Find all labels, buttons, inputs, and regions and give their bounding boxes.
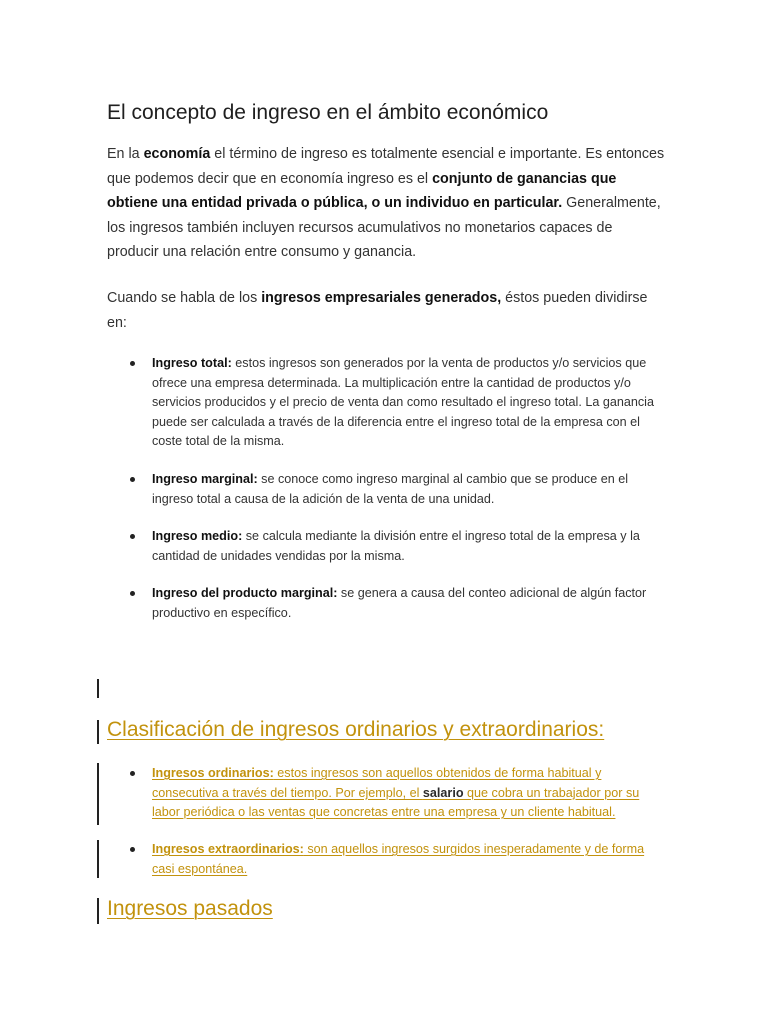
list-item-desc: estos ingresos son generados por la venta de productos y/o servicios que ofrece una empresa determinada. La multiplicación entre la cantidad de productos y/o servicios producidos y el precio de venta dan como resultado el ingreso total. La ganancia puede ser calculada a través de la diferencia entre el ingreso total de la empresa con el coste total de la misma. xyxy=(152,356,654,448)
list-item-desc: estos ingresos son aquellos obtenidos de forma habitual y consecutiva a través del tiempo. Por ejemplo, el xyxy=(152,766,602,800)
p1-text-2: el término de ingreso es totalmente esencial e importante. Es entonces que podemos decir que en economía ingreso es el xyxy=(107,146,665,187)
list-item-link[interactable] xyxy=(152,764,662,823)
list-item-text xyxy=(152,354,662,452)
intro-paragraph xyxy=(107,142,667,265)
edit-marker xyxy=(97,840,99,878)
p1-text-1: En la xyxy=(107,146,144,162)
list-item-term: Ingreso del producto marginal: xyxy=(152,586,338,600)
edit-marker xyxy=(97,720,99,744)
bullet-icon xyxy=(130,534,135,539)
list-item-desc: se conoce como ingreso marginal al cambio que se produce en el ingreso total a causa de la adición de la venta de una unidad. xyxy=(152,472,629,506)
bullet-icon xyxy=(130,591,135,596)
past-income-heading-link[interactable]: Ingresos pasados xyxy=(107,897,273,920)
list-item-text xyxy=(152,527,662,566)
list-item-text xyxy=(152,470,662,509)
classification-heading-link[interactable]: Clasificación de ingresos ordinarios y extraordinarios: xyxy=(107,718,605,741)
bullet-icon xyxy=(130,847,135,852)
p1-bold-economia: economía xyxy=(143,146,211,162)
list-item-desc: son aquellos ingresos surgidos inesperadamente y de forma casi espontánea. xyxy=(152,842,645,876)
list-item-term: Ingreso total: xyxy=(152,356,232,370)
list-item-term: Ingreso marginal: xyxy=(152,472,258,486)
p1-bold-definition: conjunto de ganancias que obtiene una entidad privada o pública, o un individuo en particular. xyxy=(107,170,617,211)
edit-marker xyxy=(97,898,99,924)
division-paragraph xyxy=(107,286,667,335)
bullet-icon xyxy=(130,477,135,482)
p1-text-3: Generalmente, los ingresos también incluyen recursos acumulativos no monetarios capaces de producir una relación entre consumo y ganancia. xyxy=(107,195,661,260)
edit-marker xyxy=(97,763,99,825)
p2-text-1: Cuando se habla de los xyxy=(107,290,262,306)
bold-salario: salario xyxy=(422,785,464,800)
list-item-text xyxy=(152,584,662,623)
list-item-term: Ingresos extraordinarios: xyxy=(152,842,304,856)
page-title: El concepto de ingreso en el ámbito económico xyxy=(107,101,549,124)
list-item-desc: se calcula mediante la división entre el ingreso total de la empresa y la cantidad de unidades vendidas por la misma. xyxy=(152,529,640,563)
edit-marker xyxy=(97,679,99,698)
list-item-desc: que cobra un trabajador por su labor periódica o las ventas que concretas entre una empresa y un cliente habitual. xyxy=(152,785,640,819)
list-item-term: Ingresos ordinarios: xyxy=(152,766,274,780)
p2-bold: ingresos empresariales generados, xyxy=(261,290,502,306)
bullet-icon xyxy=(130,771,135,776)
p2-text-2: éstos pueden dividirse en: xyxy=(107,290,648,331)
list-item-link[interactable] xyxy=(152,840,662,879)
list-item-desc: se genera a causa del conteo adicional de algún factor productivo en específico. xyxy=(152,586,647,620)
list-item-term: Ingreso medio: xyxy=(152,529,243,543)
bullet-icon xyxy=(130,361,135,366)
